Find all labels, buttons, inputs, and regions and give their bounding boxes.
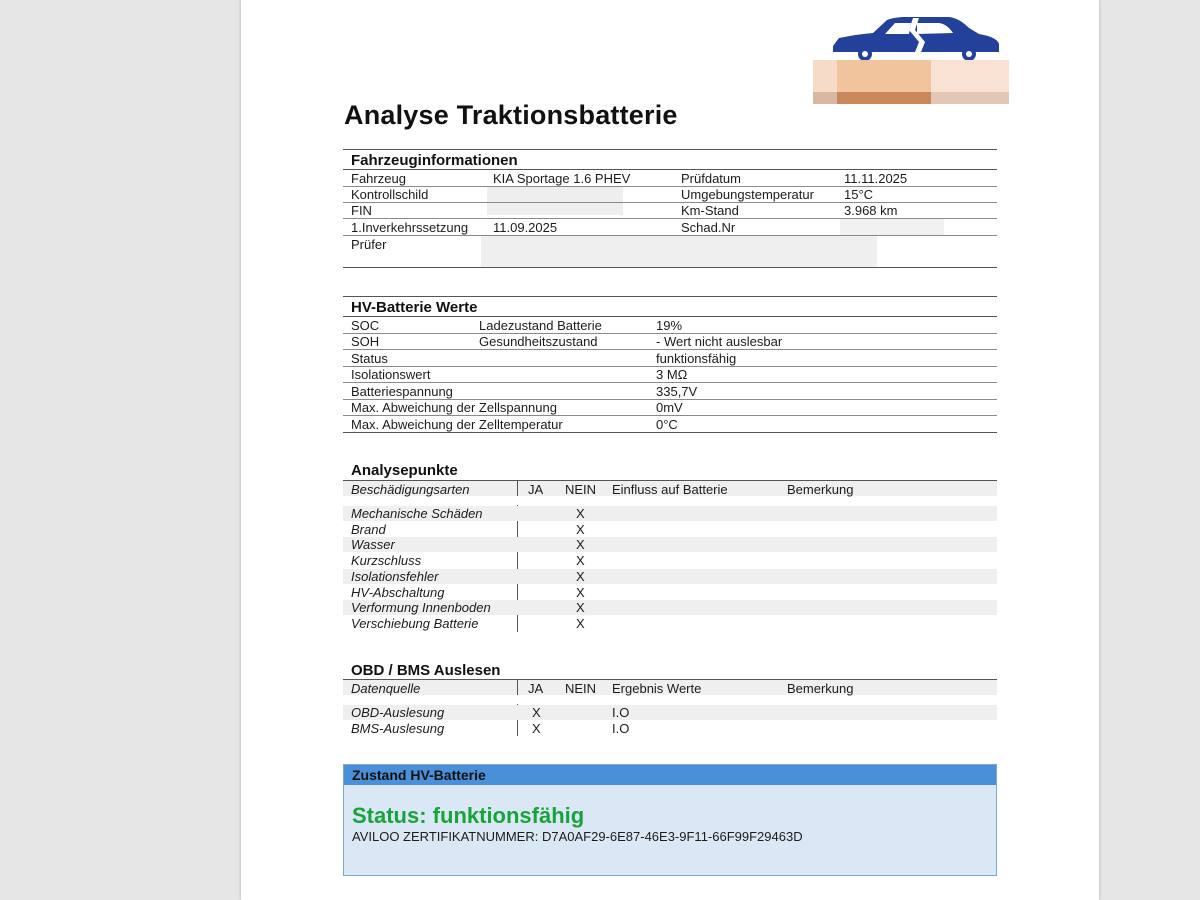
analysis-header-impact: Einfluss auf Batterie: [612, 482, 728, 497]
table-cell-ja: X: [532, 721, 541, 736]
hv-values-title: HV-Batterie Werte: [351, 299, 478, 316]
redacted-logo-text-6: [813, 92, 837, 104]
divider: [343, 267, 997, 268]
cell-temp-dev-value: 0°C: [656, 417, 678, 432]
claim-number-label: Schad.Nr: [681, 220, 736, 235]
car-logo-icon: [829, 16, 1001, 62]
analysis-header-ja: JA: [528, 482, 544, 497]
status-value: funktionsfähig: [656, 351, 737, 366]
soh-value: - Wert nicht auslesbar: [656, 334, 783, 349]
obd-header-remark: Bemerkung: [787, 681, 854, 696]
first-registration-label: 1.Inverkehrssetzung: [351, 220, 469, 235]
obd-header-source: Datenquelle: [351, 681, 421, 696]
redacted-inspector: [481, 236, 877, 268]
table-row: BMS-Auslesung: [351, 721, 445, 736]
obd-title: OBD / BMS Auslesen: [351, 662, 501, 679]
cell-temp-dev-label: Max. Abweichung der Zelltemperatur: [351, 417, 563, 432]
mileage-label: Km-Stand: [681, 203, 739, 218]
divider: [343, 415, 997, 416]
table-cell-result: I.O: [612, 721, 630, 736]
vehicle-label: Fahrzeug: [351, 171, 406, 186]
redacted-logo-text-5: [931, 92, 1009, 104]
table-cell-nein: X: [576, 585, 585, 600]
divider: [517, 680, 518, 695]
vehicle-info-title: Fahrzeuginformationen: [351, 152, 518, 169]
table-cell-nein: X: [576, 553, 585, 568]
plate-label: Kontrollschild: [351, 187, 429, 202]
divider: [343, 186, 997, 187]
status-label: Status: [351, 351, 388, 366]
test-date-value: 11.11.2025: [844, 171, 908, 186]
table-row: Verformung Innenboden: [351, 600, 491, 615]
analysis-header-remark: Bemerkung: [787, 482, 854, 497]
table-cell-nein: X: [576, 522, 585, 537]
table-row: Mechanische Schäden: [351, 506, 483, 521]
status-text: Status: funktionsfähig: [352, 803, 585, 828]
divider: [343, 202, 997, 203]
table-cell-nein: X: [576, 569, 585, 584]
analysis-header-type: Beschädigungsarten: [351, 482, 470, 497]
isolation-label: Isolationswert: [351, 367, 431, 382]
table-cell-nein: X: [576, 506, 585, 521]
table-row: Kurzschluss: [351, 553, 422, 568]
table-cell-result: I.O: [612, 705, 630, 720]
certificate-number: AVILOO ZERTIFIKATNUMMER: D7A0AF29-6E87-46E3-9F11-66F99F29463D: [352, 829, 803, 844]
divider: [343, 169, 997, 170]
summary-box: [343, 764, 997, 876]
mileage-value: 3.968 km: [844, 203, 898, 218]
divider: [517, 481, 518, 496]
ambient-temp-label: Umgebungstemperatur: [681, 187, 814, 202]
obd-header-result: Ergebnis Werte: [612, 681, 702, 696]
table-row: Brand: [351, 522, 386, 537]
table-row: Isolationsfehler: [351, 569, 439, 584]
table-cell-ja: X: [532, 705, 541, 720]
divider: [343, 349, 997, 350]
analysis-header-nein: NEIN: [565, 482, 597, 497]
document-title: Analyse Traktionsbatterie: [344, 100, 678, 130]
soh-label: SOH: [351, 334, 380, 349]
soc-label: SOC: [351, 318, 380, 333]
table-cell-nein: X: [576, 616, 585, 631]
redacted-plate-vin: [487, 187, 623, 215]
vehicle-value: KIA Sportage 1.6 PHEV: [493, 171, 631, 186]
divider: [343, 149, 997, 150]
analysis-title: Analysepunkte: [351, 462, 458, 479]
summary-header: [344, 765, 996, 785]
vin-label: FIN: [351, 203, 372, 218]
table-cell-nein: X: [576, 600, 585, 615]
inspector-label: Prüfer: [351, 237, 387, 252]
redacted-claim-number: [840, 219, 944, 235]
isolation-value: 3 MΩ: [656, 367, 688, 382]
soc-value: 19%: [656, 318, 683, 333]
cell-voltage-dev-value: 0mV: [656, 400, 683, 415]
table-row: OBD-Auslesung: [351, 705, 445, 720]
soh-desc: Gesundheitszustand: [479, 334, 598, 349]
row-shade: [343, 537, 997, 552]
obd-header-ja: JA: [528, 681, 544, 696]
document-page: [241, 0, 1099, 900]
voltage-label: Batteriespannung: [351, 384, 453, 399]
row-shade: [343, 569, 997, 584]
soc-desc: Ladezustand Batterie: [479, 318, 602, 333]
divider: [343, 432, 997, 433]
voltage-value: 335,7V: [656, 384, 698, 399]
cell-voltage-dev-label: Max. Abweichung der Zellspannung: [351, 400, 557, 415]
first-registration-value: 11.09.2025: [493, 220, 558, 235]
table-row: HV-Abschaltung: [351, 585, 445, 600]
table-row: Verschiebung Batterie: [351, 616, 479, 631]
ambient-temp-value: 15°C: [844, 187, 874, 202]
redacted-logo-text-3: [837, 92, 931, 104]
table-cell-nein: X: [576, 537, 585, 552]
table-row: Wasser: [351, 537, 395, 552]
divider: [343, 296, 997, 297]
divider: [343, 316, 997, 317]
obd-header-nein: NEIN: [565, 681, 597, 696]
divider: [343, 382, 997, 383]
summary-title: Zustand HV-Batterie: [352, 767, 486, 783]
test-date-label: Prüfdatum: [681, 171, 741, 186]
